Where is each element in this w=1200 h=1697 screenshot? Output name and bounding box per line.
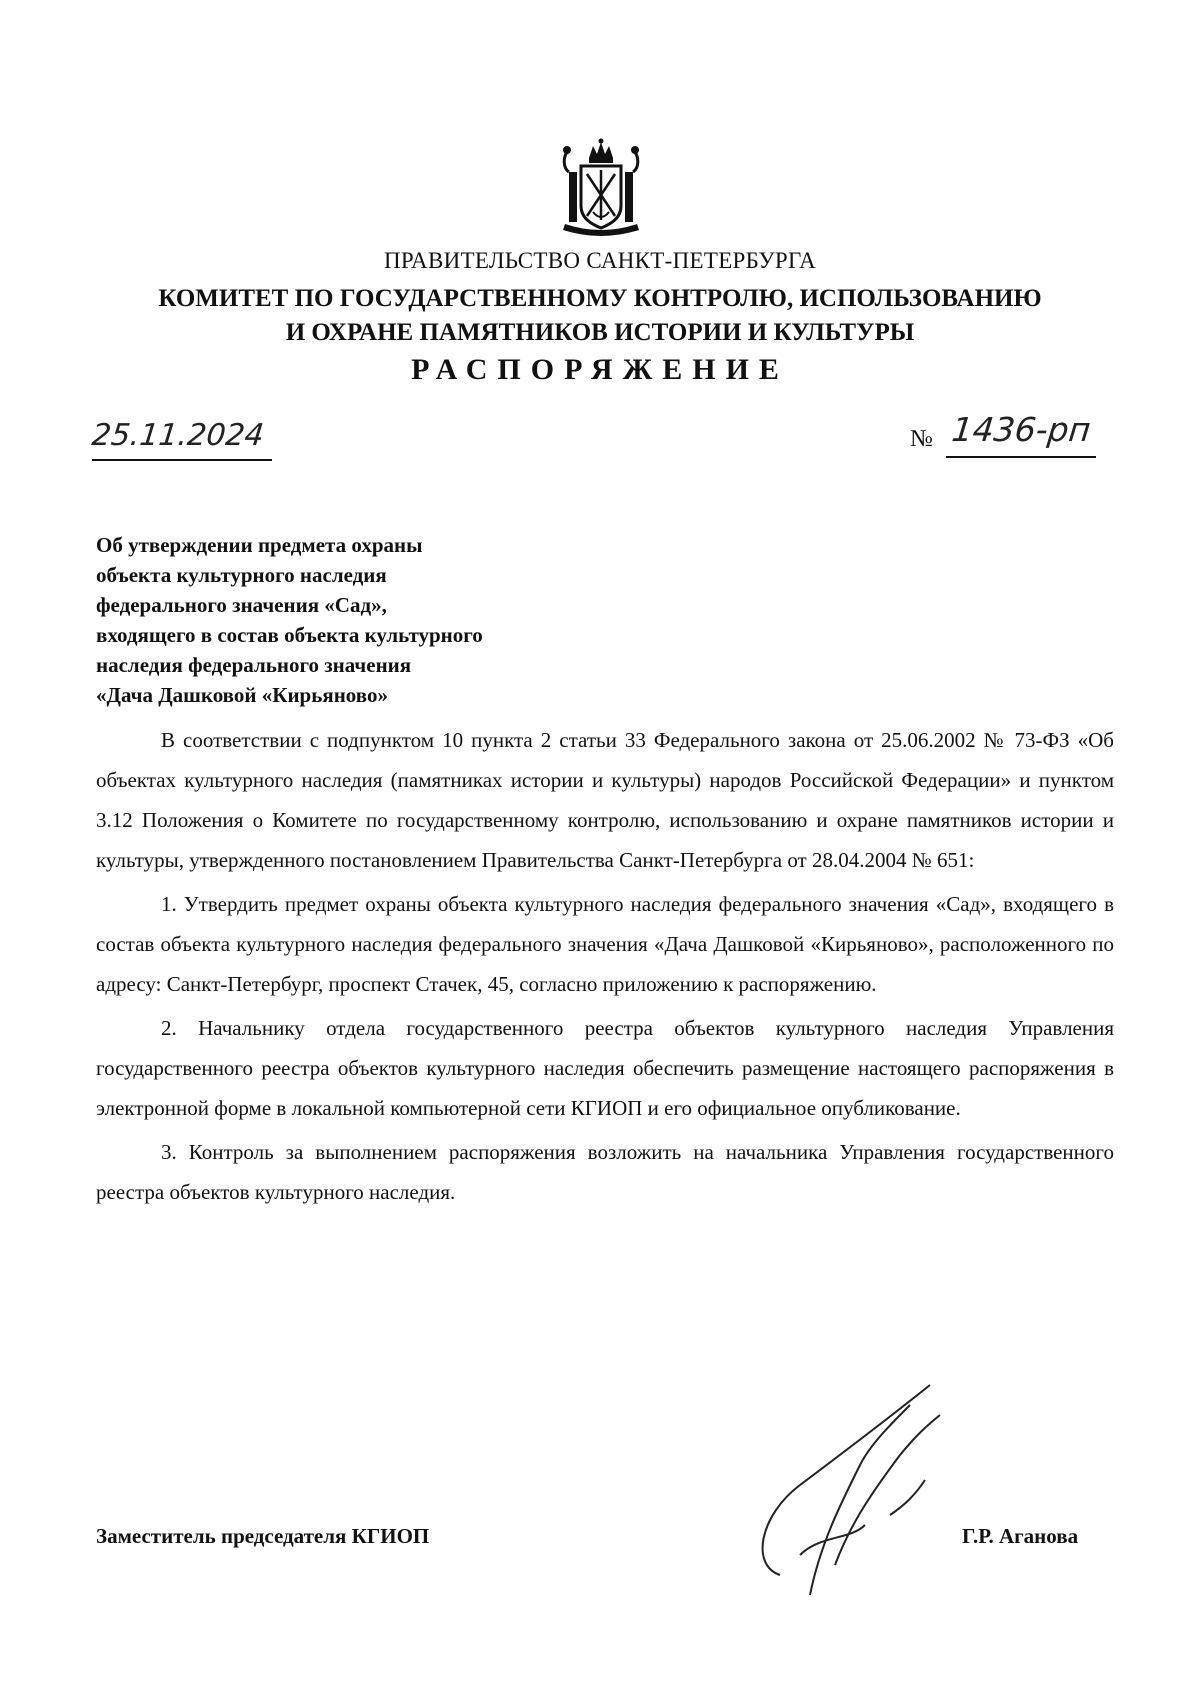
document-type: РАСПОРЯЖЕНИЕ bbox=[411, 353, 789, 386]
subject-line: входящего в состав объекта культурного bbox=[96, 623, 483, 647]
signatory-position: Заместитель председателя КГИОП bbox=[96, 1524, 430, 1548]
subject-line: федерального значения «Сад», bbox=[96, 593, 387, 617]
preamble-paragraph: В соответствии с подпунктом 10 пункта 2 статьи 33 Федерального закона от 25.06.2002 № 73-ФЗ «Об объектах культурного наследия (памятниках истории и культуры) народов Российской Федерации» и пунктом 3.12 Положения о Комитете по государственному контролю, использованию и охране памятников истории и культуры, утвержденного постановлением Правительства Санкт-Петербурга от 28.04.2004 № 651: bbox=[96, 728, 1114, 872]
committee-title-line2: И ОХРАНЕ ПАМЯТНИКОВ ИСТОРИИ И КУЛЬТУРЫ bbox=[285, 319, 915, 346]
committee-title-line1: КОМИТЕТ ПО ГОСУДАРСТВЕННОМУ КОНТРОЛЮ, ИСПОЛЬЗОВАНИЮ bbox=[158, 285, 1042, 312]
number-underline bbox=[946, 456, 1096, 458]
subject-line: Об утверждении предмета охраны bbox=[96, 533, 423, 557]
government-title: ПРАВИТЕЛЬСТВО САНКТ-ПЕТЕРБУРГА bbox=[383, 248, 817, 273]
item-1-paragraph: 1. Утвердить предмет охраны объекта культурного наследия федерального значения «Сад», входящего в состав объекта культурного наследия федерального значения «Дача Дашковой «Кирьяново», расположенного по адресу: Санкт-Петербург, проспект Стачек, 45, согласно приложению к распоряжению. bbox=[96, 892, 1114, 996]
document-subject bbox=[96, 530, 656, 710]
committee-title bbox=[0, 282, 1200, 350]
subject-line: «Дача Дашковой «Кирьяново» bbox=[96, 683, 388, 707]
document-date: 25.11.2024 bbox=[90, 418, 266, 453]
item-3-paragraph: 3. Контроль за выполнением распоряжения возложить на начальника Управления государственного реестра объектов культурного наследия. bbox=[96, 1140, 1114, 1204]
coat-of-arms-icon bbox=[553, 138, 649, 242]
date-underline bbox=[92, 459, 272, 461]
signatory-name: Г.Р. Аганова bbox=[962, 1524, 1079, 1548]
document-number: 1436-рп bbox=[949, 410, 1093, 449]
item-2-paragraph: 2. Начальнику отдела государственного реестра объектов культурного наследия Управления государственного реестра объектов культурного наследия обеспечить размещение настоящего распоряжения в электронной форме в локальной компьютерной сети КГИОП и его официальное опубликование. bbox=[96, 1016, 1114, 1120]
number-label: № bbox=[910, 426, 933, 452]
handwritten-signature bbox=[740, 1365, 970, 1605]
subject-line: объекта культурного наследия bbox=[96, 563, 387, 587]
document-body bbox=[96, 720, 1114, 1216]
subject-line: наследия федерального значения bbox=[96, 653, 412, 677]
